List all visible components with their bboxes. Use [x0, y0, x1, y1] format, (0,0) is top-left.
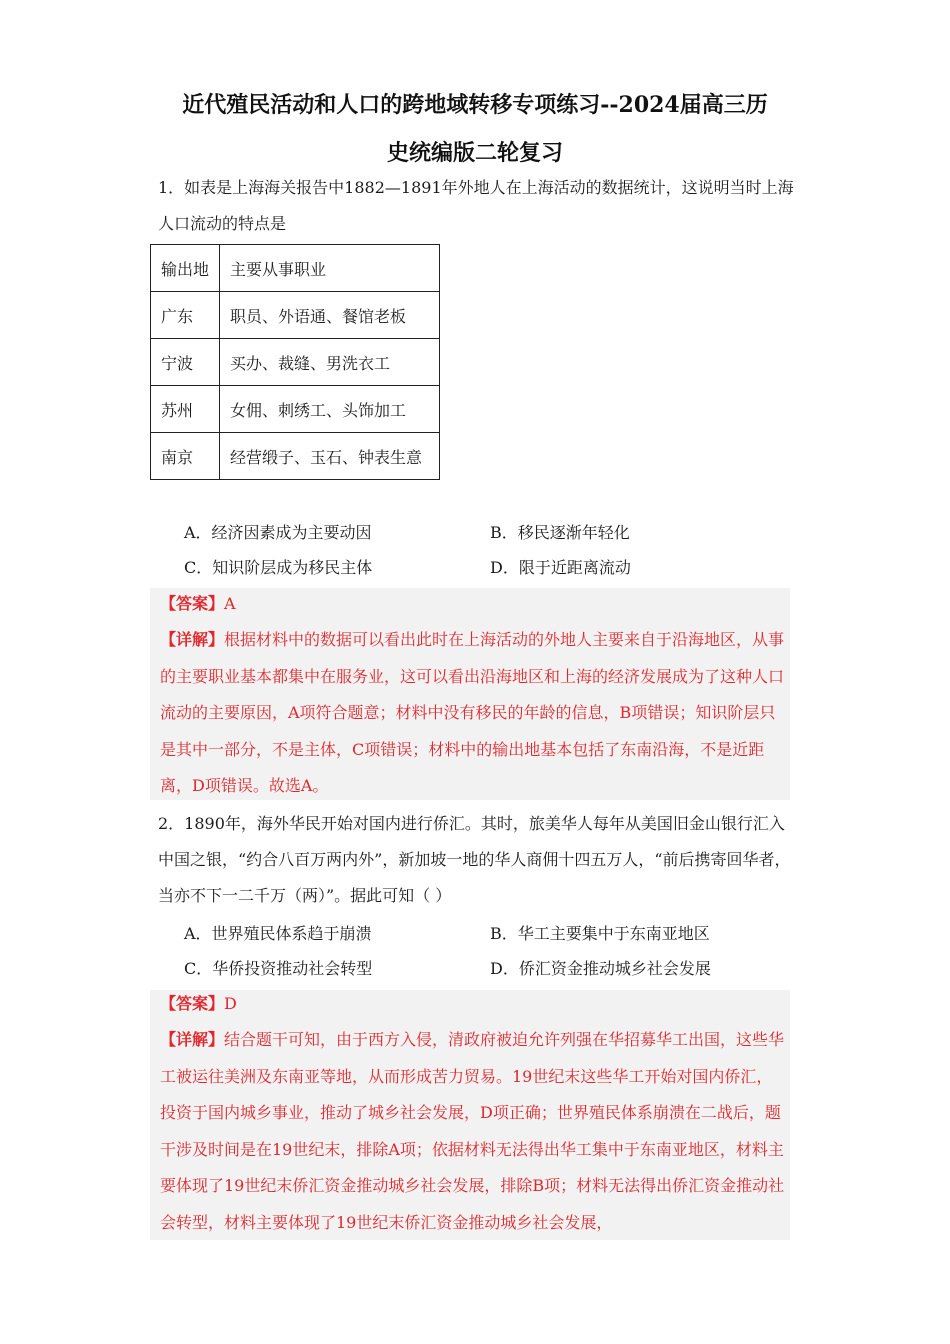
doc-title-line2: 史统编版二轮复习: [386, 140, 563, 166]
q2-detail: [160, 1022, 785, 1241]
q1-option-c[interactable]: C．知识阶层成为移民主体: [184, 558, 373, 577]
table-row: [151, 292, 440, 339]
table-cell: 南京: [151, 433, 220, 480]
detail-label: 【详解】: [160, 1030, 225, 1049]
doc-title-line1: 近代殖民活动和人口的跨地域转移专项练习--2024届高三历: [182, 92, 768, 118]
q1-detail: [160, 622, 785, 805]
table-cell: 宁波: [151, 339, 220, 386]
table-cell: 女佣、刺绣工、头饰加工: [220, 386, 440, 433]
q2-stem: 2．1890年，海外华民开始对国内进行侨汇。其时，旅美华人每年从美国旧金山银行汇入中国之银，“约合八百万两内外”，新加坡一地的华人商佣十四五万人，“前后携寄回华者，当亦不下一二千万（两）”。据此可知（ ）: [158, 814, 791, 905]
table-row: [151, 339, 440, 386]
q2-option-a[interactable]: A．世界殖民体系趋于崩溃: [184, 924, 372, 943]
answer-label: 【答案】: [160, 994, 225, 1013]
detail-label: 【详解】: [160, 630, 225, 649]
table-cell: 经营缎子、玉石、钟表生意: [220, 433, 440, 480]
q1-stem: 1．如表是上海海关报告中1882—1891年外地人在上海活动的数据统计，这说明当时上海人口流动的特点是: [158, 178, 794, 233]
table-row: [151, 433, 440, 480]
q1-option-d[interactable]: D．限于近距离流动: [490, 558, 631, 577]
table-cell: 买办、裁缝、男洗衣工: [220, 339, 440, 386]
q2-answer: [160, 986, 785, 1023]
q1-answer: [160, 586, 785, 623]
q1-option-b[interactable]: B．移民逐渐年轻化: [490, 523, 630, 542]
table-header-cell: 主要从事职业: [220, 245, 440, 292]
answer-label: 【答案】: [160, 594, 225, 613]
table-header-row: [151, 245, 440, 292]
q2-option-c[interactable]: C．华侨投资推动社会转型: [184, 959, 373, 978]
answer-value: A: [224, 594, 236, 613]
table-cell: 广东: [151, 292, 220, 339]
table-header-cell: 输出地: [151, 245, 220, 292]
q2-option-b[interactable]: B．华工主要集中于东南亚地区: [490, 924, 710, 943]
table-cell: 职员、外语通、餐馆老板: [220, 292, 440, 339]
detail-text: 根据材料中的数据可以看出此时在上海活动的外地人主要来自于沿海地区，从事的主要职业基本都集中在服务业，这可以看出沿海地区和上海的经济发展成为了这种人口流动的主要原因，A项符合题意；材料中没有移民的年龄的信息，B项错误；知识阶层只是其中一部分，不是主体，C项错误；材料中的输出地基本包括了东南沿海，不是近距离，D项错误。故选A。: [160, 630, 785, 795]
answer-value: D: [224, 994, 237, 1013]
table-row: [151, 386, 440, 433]
q2-option-d[interactable]: D．侨汇资金推动城乡社会发展: [490, 959, 711, 978]
detail-text: 结合题干可知，由于西方入侵，清政府被迫允许列强在华招募华工出国，这些华工被运往美洲及东南亚等地，从而形成苦力贸易。19世纪末这些华工开始对国内侨汇，投资于国内城乡事业，推动了城乡社会发展，D项正确；世界殖民体系崩溃在二战后，题干涉及时间是在19世纪末，排除A项；依据材料无法得出华工集中于东南亚地区，材料主要体现了19世纪末侨汇资金推动城乡社会发展，排除B项；材料无法得出侨汇资金推动社会转型，材料主要体现了19世纪末侨汇资金推动城乡社会发展，: [160, 1030, 785, 1232]
q1-option-a[interactable]: A．经济因素成为主要动因: [184, 523, 372, 542]
q1-table: [150, 244, 440, 480]
table-cell: 苏州: [151, 386, 220, 433]
